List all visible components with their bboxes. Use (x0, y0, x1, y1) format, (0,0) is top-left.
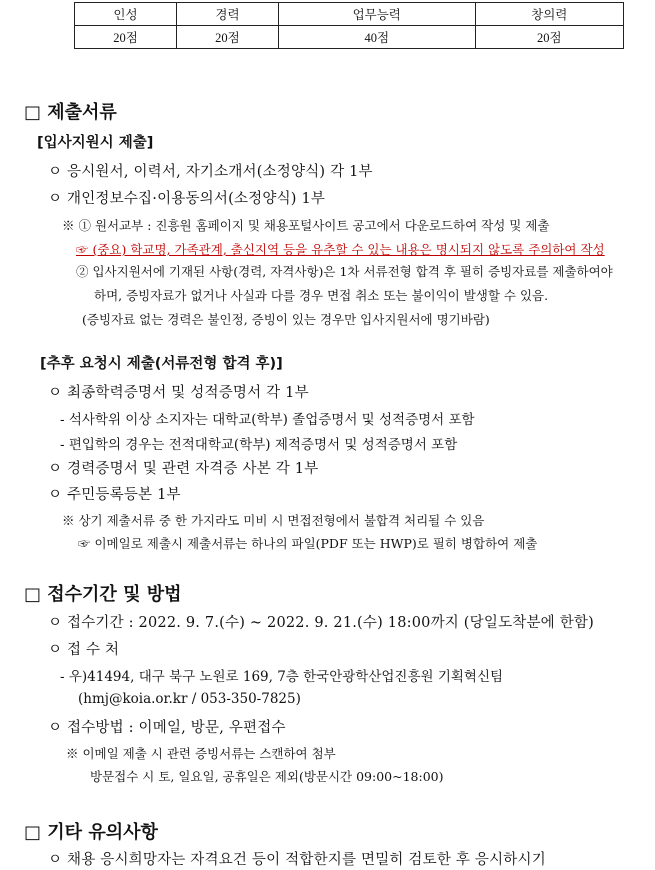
score-value-cell: 20점 (475, 26, 623, 49)
score-table-value-row (75, 26, 624, 49)
score-header-cell: 업무능력 (278, 3, 475, 26)
subheading-later: [추후 요청시 제출(서류전형 합격 후)] (40, 356, 283, 372)
list-item: ㅇ 경력증명서 및 관련 자격증 사본 각 1부 (48, 461, 319, 477)
section-title-reception: □ 접수기간 및 방법 (24, 584, 182, 605)
note-text: ※ 이메일 제출 시 관련 증빙서류는 스캔하여 첨부 (66, 746, 336, 761)
note-text: 하며, 증빙자료가 없거나 사실과 다를 경우 면접 취소 또는 불이익이 발생할 수 있음. (94, 288, 549, 303)
note-text: ☞ 이메일로 제출시 제출서류는 하나의 파일(PDF 또는 HWP)로 필히 병합하여 제출 (78, 536, 538, 551)
address-text: - 우)41494, 대구 북구 노원로 169, 7층 한국안광학산업진흥원 기획혁신팀 (60, 669, 504, 685)
contact-text: (hmj@koia.or.kr / 053-350-7825) (78, 691, 301, 707)
note-text: ※ ① 원서교부 : 진흥원 홈페이지 및 채용포털사이트 공고에서 다운로드하여 작성 및 제출 (62, 218, 550, 233)
list-subitem: - 편입학의 경우는 전적대학교(학부) 제적증명서 및 성적증명서 포함 (60, 437, 458, 453)
note-text: (증빙자료 없는 경력은 불인정, 증빙이 있는 경우만 입사지원서에 명기바람) (82, 312, 490, 327)
warning-text: ☞ (중요) 학교명, 가족관계, 출신지역 등을 유추할 수 있는 내용은 명시되지 않도록 주의하여 작성 (76, 242, 605, 257)
list-item: ㅇ 접수방법 : 이메일, 방문, 우편접수 (48, 720, 286, 736)
note-text: ② 입사지원서에 기재된 사항(경력, 자격사항)은 1차 서류전형 합격 후 필히 증빙자료를 제출하여야 (76, 264, 613, 279)
score-value-cell: 40점 (278, 26, 475, 49)
score-header-cell: 창의력 (475, 3, 623, 26)
score-header-cell: 경력 (176, 3, 278, 26)
list-item: ㅇ 응시원서, 이력서, 자기소개서(소정양식) 각 1부 (48, 164, 373, 180)
subheading-application: [입사지원시 제출] (37, 135, 154, 151)
list-item: ㅇ 개인정보수집·이용동의서(소정양식) 1부 (48, 191, 326, 207)
list-item: ㅇ 접수기간 : 2022. 9. 7.(수) ~ 2022. 9. 21.(수) 18:00까지 (당일도착분에 한함) (48, 615, 594, 631)
note-text: 방문접수 시 토, 일요일, 공휴일은 제외(방문시간 09:00~18:00) (90, 769, 444, 784)
score-table-header-row (75, 3, 624, 26)
score-value-cell: 20점 (176, 26, 278, 49)
list-subitem: - 석사학위 이상 소지자는 대학교(학부) 졸업증명서 및 성적증명서 포함 (60, 412, 475, 428)
list-item: ㅇ 최종학력증명서 및 성적증명서 각 1부 (48, 385, 309, 401)
score-value-cell: 20점 (75, 26, 177, 49)
score-header-cell: 인성 (75, 3, 177, 26)
note-text: ※ 상기 제출서류 중 한 가지라도 미비 시 면접전형에서 불합격 처리될 수 있음 (62, 513, 485, 528)
section-title-other: □ 기타 유의사항 (24, 822, 158, 843)
list-item: ㅇ 채용 응시희망자는 자격요건 등이 적합한지를 면밀히 검토한 후 응시하시기 (48, 852, 546, 868)
list-item: ㅇ 접 수 처 (48, 642, 120, 658)
score-table (74, 2, 624, 49)
section-title-documents: □ 제출서류 (24, 102, 117, 123)
list-item: ㅇ 주민등록등본 1부 (48, 487, 181, 503)
